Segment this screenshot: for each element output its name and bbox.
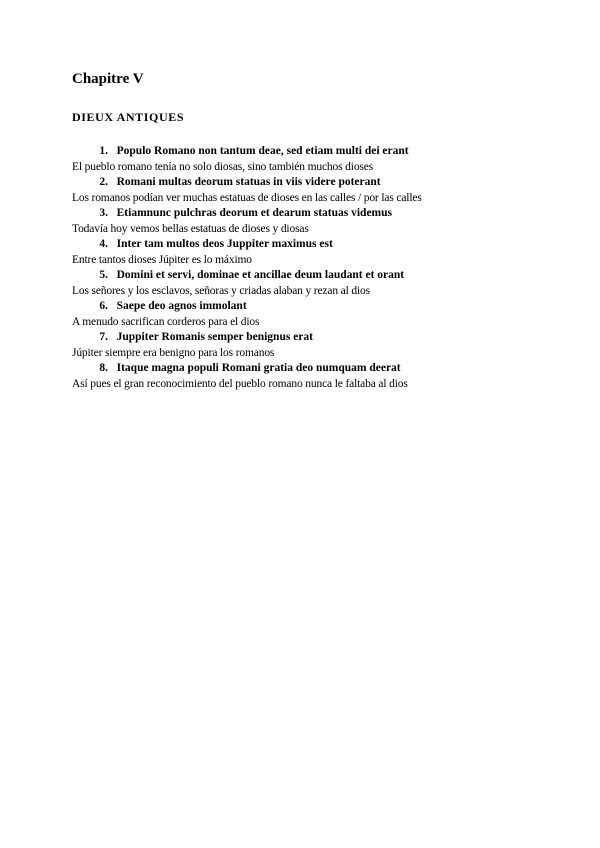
spanish-translation: Así pues el gran reconocimiento del pueblo romano nunca le faltaba al dios: [72, 377, 408, 390]
sentence-item: [72, 144, 542, 175]
latin-sentence: [72, 206, 542, 222]
latin-sentence: [72, 330, 542, 346]
sentence-item: [72, 175, 542, 206]
sentence-item: [72, 330, 542, 361]
spanish-translation: Júpiter siempre era benigno para los romanos: [72, 346, 275, 359]
latin-sentence: [72, 175, 542, 191]
sentence-number: 1.: [99, 145, 108, 157]
sentence-item: [72, 237, 542, 268]
latin-text: Itaque magna populi Romani gratia deo numquam deerat: [116, 362, 401, 374]
sentence-item: [72, 268, 542, 299]
section-title: DIEUX ANTIQUES: [72, 110, 185, 124]
latin-text: Inter tam multos deos Juppiter maximus est: [116, 238, 333, 250]
spanish-translation: El pueblo romano tenía no solo diosas, sino también muchos dioses: [72, 160, 374, 173]
spanish-translation: Los romanos podían ver muchas estatuas de dioses en las calles / por las calles: [72, 191, 422, 204]
latin-sentence: [72, 144, 542, 160]
sentence-list: [72, 144, 542, 392]
sentence-item: [72, 206, 542, 237]
sentence-item: [72, 361, 542, 392]
spanish-translation: Todavía hoy vemos bellas estatuas de dioses y diosas: [72, 222, 309, 235]
sentence-number: 3.: [99, 207, 108, 219]
spanish-translation: Entre tantos dioses Júpiter es lo máximo: [72, 253, 252, 266]
latin-sentence: [72, 268, 542, 284]
latin-text: Etiamnunc pulchras deorum et dearum statuas videmus: [116, 207, 393, 219]
sentence-number: 2.: [99, 176, 108, 188]
latin-sentence: [72, 237, 542, 253]
sentence-number: 6.: [99, 300, 108, 312]
chapter-title: Chapitre V: [72, 71, 144, 87]
latin-sentence: [72, 361, 542, 377]
latin-text: Romani multas deorum statuas in viis videre poterant: [116, 176, 381, 188]
latin-text: Domini et servi, dominae et ancillae deum laudant et orant: [116, 269, 405, 281]
spanish-translation: Los señores y los esclavos, señoras y criadas alaban y rezan al dios: [72, 284, 370, 297]
sentence-number: 5.: [99, 269, 108, 281]
sentence-number: 8.: [99, 362, 108, 374]
sentence-item: [72, 299, 542, 330]
sentence-number: 7.: [99, 331, 108, 343]
latin-text: Juppiter Romanis semper benignus erat: [116, 331, 313, 343]
latin-text: Populo Romano non tantum deae, sed etiam multi dei erant: [116, 145, 409, 157]
latin-text: Saepe deo agnos immolant: [116, 300, 247, 312]
spanish-translation: A menudo sacrifican corderos para el dios: [72, 315, 260, 328]
latin-sentence: [72, 299, 542, 315]
sentence-number: 4.: [99, 238, 108, 250]
